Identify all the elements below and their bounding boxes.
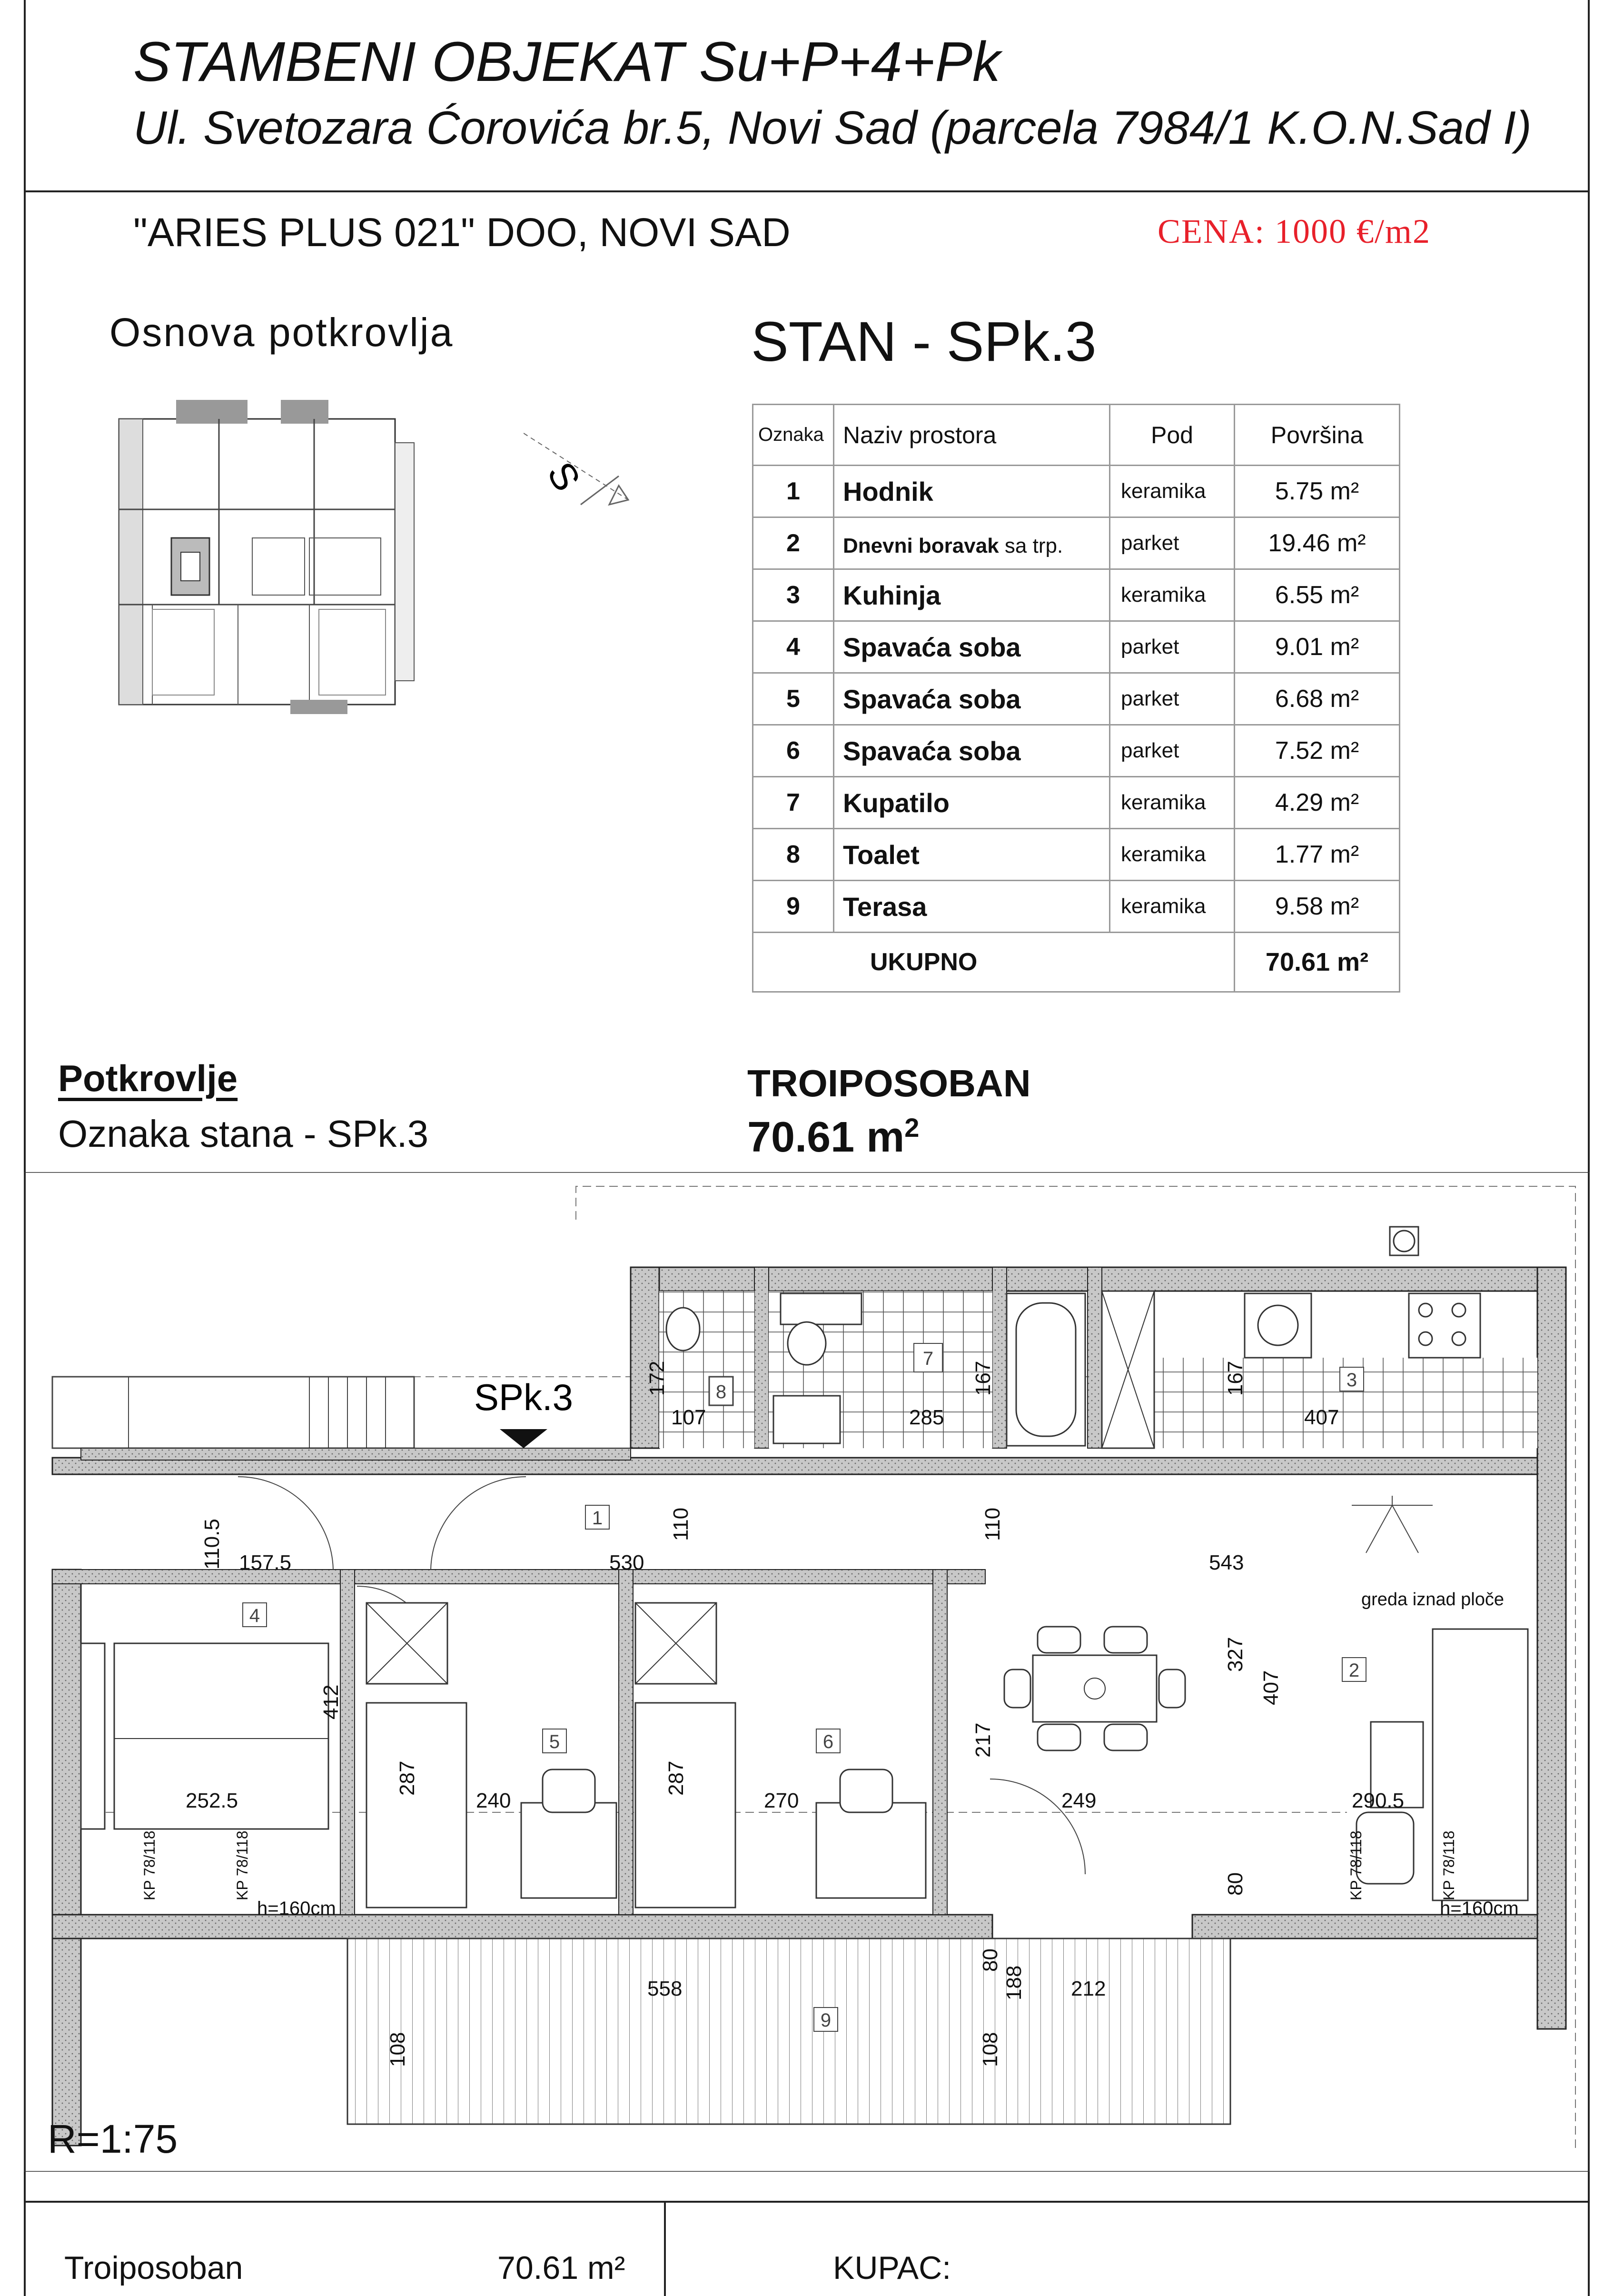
total-label: UKUPNO [753, 933, 1235, 992]
header-naziv: Naziv prostora [834, 405, 1110, 466]
room-table [752, 404, 1400, 993]
dim-label: 212 [1071, 1977, 1106, 2000]
window-label: KP 78/118 [1347, 1830, 1365, 1900]
dim-label: 327 [1224, 1637, 1247, 1672]
room-name-text: Toalet [843, 839, 920, 870]
dim-label: 167 [971, 1361, 995, 1396]
room-floor: keramika [1110, 881, 1235, 933]
room-number: 3 [753, 569, 834, 621]
unit-area-value: 70.61 m [747, 1113, 905, 1161]
room-floor: keramika [1110, 777, 1235, 829]
room-tag-9-label: 9 [820, 2010, 832, 2031]
dim-label: 108 [979, 2032, 1002, 2067]
dim-label: 290.5 [1352, 1789, 1405, 1812]
unit-title: STAN - SPk.3 [751, 310, 1097, 373]
room-floor: parket [1110, 621, 1235, 673]
room-name [834, 725, 1110, 777]
table-row [753, 777, 1400, 829]
divider [24, 2201, 1590, 2203]
room-number: 4 [753, 621, 834, 673]
room-area: 1.77 m² [1235, 829, 1400, 881]
unit-area-sup: 2 [904, 1113, 920, 1143]
room-name-text: Dnevni boravak [843, 534, 999, 557]
room-name [834, 466, 1110, 517]
scale-label: R=1:75 [48, 2117, 178, 2161]
room-number: 5 [753, 673, 834, 725]
header-oznaka: Oznaka [753, 405, 834, 466]
dim-label: 252.5 [186, 1789, 238, 1812]
sill-height: h=160cm [1440, 1898, 1519, 1919]
room-name-text: Kupatilo [843, 787, 950, 818]
room-area: 6.68 m² [1235, 673, 1400, 725]
room-number: 6 [753, 725, 834, 777]
dim-label: 412 [319, 1684, 343, 1720]
footer-type: Troiposoban [64, 2250, 243, 2286]
dim-label: 558 [647, 1977, 683, 2000]
room-tag-8-label: 8 [715, 1382, 727, 1402]
north-symbol: S [539, 455, 589, 498]
unit-area [747, 1112, 919, 1162]
table-header-row [753, 405, 1400, 466]
unit-type: TROIPOSOBAN [747, 1062, 1031, 1104]
room-name-suffix: sa trp. [999, 534, 1063, 557]
dim-label: 407 [1259, 1670, 1283, 1705]
room-area: 9.58 m² [1235, 881, 1400, 933]
room-tag-4-label: 4 [249, 1605, 260, 1626]
dim-label: 188 [1002, 1965, 1026, 2000]
dim-label: 287 [664, 1760, 688, 1796]
divider [24, 190, 1590, 192]
table-row [753, 517, 1400, 569]
dim-label: 110 [669, 1507, 693, 1541]
footer-area: 70.61 m² [497, 2250, 625, 2286]
room-name [834, 569, 1110, 621]
window-label: KP 78/118 [1440, 1830, 1457, 1900]
dim-label: 407 [1304, 1406, 1339, 1429]
room-tag-5-label: 5 [549, 1731, 560, 1752]
room-floor: keramika [1110, 466, 1235, 517]
dim-label: 80 [1224, 1872, 1247, 1896]
dim-label: 80 [979, 1948, 1002, 1972]
beam-note: greda iznad ploče [1361, 1590, 1504, 1610]
footer-buyer: KUPAC: [833, 2250, 951, 2286]
total-value: 70.61 m² [1235, 933, 1400, 992]
table-row [753, 673, 1400, 725]
table-row [753, 621, 1400, 673]
room-area: 19.46 m² [1235, 517, 1400, 569]
header-pod: Pod [1110, 405, 1235, 466]
overview-floor-plan [109, 395, 452, 719]
floor-plan [24, 1172, 1590, 2172]
room-number: 9 [753, 881, 834, 933]
dim-label: 172 [645, 1361, 669, 1396]
table-row [753, 569, 1400, 621]
room-number: 2 [753, 517, 834, 569]
table-row [753, 829, 1400, 881]
room-name [834, 881, 1110, 933]
table-total-row [753, 933, 1400, 992]
room-area: 7.52 m² [1235, 725, 1400, 777]
table-row [753, 725, 1400, 777]
room-name-text: Kuhinja [843, 580, 941, 610]
dim-label: 110.5 [200, 1519, 224, 1570]
building-address: Ul. Svetozara Ćorovića br.5, Novi Sad (parcela 7984/1 K.O.N.Sad I) [133, 101, 1532, 154]
room-name-text: Hodnik [843, 476, 933, 507]
unit-code-label: Oznaka stana - SPk.3 [58, 1113, 429, 1155]
dim-label: 240 [476, 1789, 511, 1812]
room-number: 8 [753, 829, 834, 881]
dim-label: 285 [909, 1406, 944, 1429]
room-name [834, 829, 1110, 881]
room-floor: parket [1110, 725, 1235, 777]
overview-label: Osnova potkrovlja [109, 310, 454, 355]
room-floor: keramika [1110, 829, 1235, 881]
price: CENA: 1000 €/m2 [1158, 212, 1431, 250]
sill-height: h=160cm [257, 1898, 336, 1919]
window-label: KP 78/118 [234, 1830, 251, 1900]
unit-marker: SPk.3 [474, 1376, 574, 1418]
floor-label: Potkrovlje [58, 1057, 238, 1099]
north-arrow [524, 428, 638, 524]
table-row [753, 881, 1400, 933]
room-name [834, 673, 1110, 725]
room-tag-7-label: 7 [922, 1348, 934, 1369]
dining-table [1033, 1655, 1157, 1722]
dim-label: 157.5 [239, 1551, 292, 1574]
dim-label: 108 [386, 2032, 409, 2067]
header-povrsina: Površina [1235, 405, 1400, 466]
dim-label: 270 [764, 1789, 799, 1812]
dim-label: 110 [981, 1507, 1004, 1541]
neighbor-stairs [52, 1377, 414, 1448]
room-tag-6-label: 6 [822, 1731, 834, 1752]
room-area: 9.01 m² [1235, 621, 1400, 673]
room-name [834, 621, 1110, 673]
room-floor: parket [1110, 673, 1235, 725]
company-name: "ARIES PLUS 021" DOO, NOVI SAD [133, 210, 791, 255]
dim-label: 217 [971, 1722, 995, 1758]
room-area: 6.55 m² [1235, 569, 1400, 621]
room-tag-1-label: 1 [592, 1508, 603, 1529]
table-row [753, 466, 1400, 517]
dim-label: 167 [1224, 1361, 1247, 1396]
room-tag-3-label: 3 [1346, 1370, 1357, 1391]
room-area: 4.29 m² [1235, 777, 1400, 829]
terrace [347, 1938, 1230, 2124]
room-name-text: Terasa [843, 891, 927, 922]
room-number: 7 [753, 777, 834, 829]
dim-label: 543 [1209, 1551, 1244, 1574]
dim-label: 249 [1061, 1789, 1097, 1812]
building-title: STAMBENI OBJEKAT Su+P+4+Pk [133, 30, 1001, 93]
room-name-text: Spavaća soba [843, 684, 1021, 714]
window-label: KP 78/118 [141, 1830, 158, 1900]
room-floor: keramika [1110, 569, 1235, 621]
room-name-text: Spavaća soba [843, 632, 1021, 662]
room-number: 1 [753, 466, 834, 517]
room-area: 5.75 m² [1235, 466, 1400, 517]
room-name-text: Spavaća soba [843, 736, 1021, 766]
dim-label: 287 [396, 1760, 419, 1796]
divider [664, 2202, 666, 2296]
room-name [834, 777, 1110, 829]
room-floor: parket [1110, 517, 1235, 569]
dim-label: 107 [671, 1406, 706, 1429]
dim-label: 530 [609, 1551, 644, 1574]
room-name [834, 517, 1110, 569]
room-tag-2-label: 2 [1348, 1660, 1360, 1681]
